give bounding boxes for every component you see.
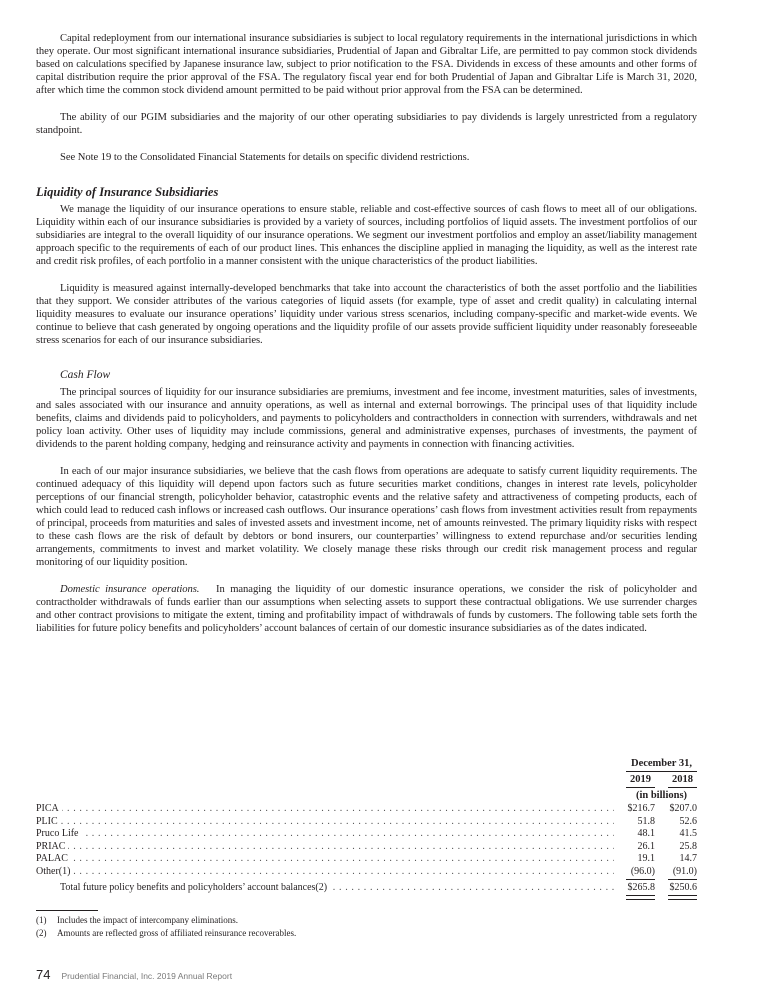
page-number: 74 bbox=[36, 967, 51, 982]
value-2019: 26.1 bbox=[637, 840, 655, 852]
row-label: PALAC bbox=[36, 853, 71, 864]
header-december: December 31, bbox=[626, 757, 697, 772]
liabilities-table bbox=[36, 757, 697, 895]
total-double-rule-2018 bbox=[668, 895, 697, 900]
paragraph-cash-flow-1: The principal sources of liquidity for our insurance subsidiaries are premiums, investment and fee income, investment maturities, sales of investments, and sales associated with our insurance and annuity operations, as well as internal and external borrowings. The principal uses of that liquidity include benefits, claims and dividends paid to policyholders, and payments to policyholders and contractholders in connection with surrenders, withdrawals and net policy loan activity. Other uses of liquidity may include commissions, general and administrative expenses, purchases of investments, the payment of dividends to the parent holding company, hedging and reinsurance activity and payments in connection with financing activities. bbox=[36, 387, 697, 450]
value-2018: 41.5 bbox=[679, 828, 697, 839]
footnotes bbox=[36, 914, 296, 939]
subtotal-rule-2018 bbox=[668, 879, 697, 880]
row-label: PLIC bbox=[36, 816, 61, 827]
paragraph-see-note: See Note 19 to the Consolidated Financial Statements for details on specific dividend restrictions. bbox=[60, 152, 470, 163]
table-header bbox=[36, 757, 697, 803]
footnote-2 bbox=[36, 927, 296, 940]
subsection-heading-cash-flow: Cash Flow bbox=[60, 369, 111, 381]
report-title: Prudential Financial, Inc. 2019 Annual Report bbox=[61, 971, 233, 981]
total-value-2019: $265.8 bbox=[627, 882, 655, 893]
row-label: PICA bbox=[36, 803, 62, 814]
page-body bbox=[36, 32, 697, 635]
footnote-text: Amounts are reflected gross of affiliated reinsurance recoverables. bbox=[57, 927, 297, 938]
paragraph-pgim-dividends: The ability of our PGIM subsidiaries and the majority of our other operating subsidiaries to pay dividends is largely unrestricted from a regulatory standpoint. bbox=[36, 112, 697, 136]
value-2019: 51.8 bbox=[637, 815, 655, 827]
row-label: PRIAC bbox=[36, 841, 68, 852]
table-row bbox=[36, 803, 697, 816]
paragraph-liquidity-1: We manage the liquidity of our insurance operations to ensure stable, reliable and cost-effective sources of cash flows to meet all of our obligations. Liquidity within each of our insurance subsidiaries is provided by a variety of sources, including portfolios of liquid assets. The investment portfolios of our subsidiaries are integral to the overall liquidity of our insurance operations. We segment our investment portfolios and employ an asset/liability management approach specific to the requirements of each of our product lines. This enhances the discipline applied in managing the liquidity, as well as the interest rate and credit risk profiles, of each portfolio in a manner consistent with the unique characteristics of the product liabilities. bbox=[36, 204, 697, 267]
header-year-2019: 2019 bbox=[626, 773, 655, 788]
paragraph-cash-flow-2: In each of our major insurance subsidiaries, we believe that the cash flows from operations are adequate to satisfy current liquidity requirements. The continued adequacy of this liquidity will depend upon factors such as future securities market conditions, changes in interest rate levels, policyholder perceptions of our financial strength, policyholder behavior, catastrophic events and the relative safety and attractiveness of competing products, each of which could lead to reduced cash inflows or increased cash outflows. Our insurance operations’ cash flows from investment activities result from repayments of principal, proceeds from maturities and sales of invested assets and investment income, net of amounts reinvested. The primary liquidity risks with respect to these cash flows are the risk of default by debtors or bond insurers, our counterparties’ willingness to extend repurchase and/or securities lending arrangements, commitments to invest and market volatility. We closely manage these risks through our credit risk management process and regular monitoring of our liquidity position. bbox=[36, 466, 697, 568]
table-row bbox=[36, 816, 697, 829]
row-label: Other(1) bbox=[36, 866, 73, 877]
table-row bbox=[36, 853, 697, 866]
section-heading-liquidity: Liquidity of Insurance Subsidiaries bbox=[36, 185, 219, 199]
value-2018: $207.0 bbox=[669, 803, 697, 814]
footnote-divider bbox=[36, 910, 98, 911]
value-2018: 25.8 bbox=[679, 840, 697, 852]
domestic-operations-text: In managing the liquidity of our domestic insurance operations, we consider the risk of policyholder and contractholder withdrawals of funds earlier than our assumptions when selecting assets to support these contractual obligations. We use surrender charges and other contract provisions to mitigate the extent, timing and profitability impact of withdrawals of funds by customers. The following table sets forth the liabilities for future policy benefits and policyholders’ account balances of certain of our domestic insurance subsidiaries as of the dates indicated. bbox=[36, 584, 698, 634]
value-2018: 52.6 bbox=[679, 815, 697, 827]
value-2019: 48.1 bbox=[637, 828, 655, 839]
subtotal-rule-2019 bbox=[626, 879, 655, 880]
table-row bbox=[36, 841, 697, 854]
page-footer bbox=[36, 966, 232, 982]
value-2019: $216.7 bbox=[627, 803, 655, 814]
footnote-number: (2) bbox=[36, 927, 47, 938]
value-2018: 14.7 bbox=[679, 853, 697, 864]
table-row-total bbox=[36, 882, 697, 895]
total-label: Total future policy benefits and policyholders’ account balances(2) bbox=[60, 882, 330, 893]
paragraph-liquidity-2: Liquidity is measured against internally-developed benchmarks that take into account the characteristics of both the asset portfolio and the liabilities that they support. We consider attributes of the various categories of liquid assets (for example, type of asset and credit quality) in calculating internal liquidity measures to evaluate our insurance operations’ liquidity under various stress scenarios, including company-specific and market-wide events. We continue to believe that cash generated by ongoing operations and the liquidity profile of our assets provide sufficient liquidity under reasonably foreseeable stress scenarios for each of our insurance subsidiaries. bbox=[36, 283, 697, 346]
header-year-2018: 2018 bbox=[668, 773, 697, 788]
paragraph-capital-redeployment: Capital redeployment from our international insurance subsidiaries is subject to local regulatory requirements in the international jurisdictions in which they operate. Our most significant international insurance subsidiaries, Prudential of Japan and Gibraltar Life, are permitted to pay common stock dividends based on calculations specified by Japanese insurance law, subject to prior notification to the FSA. Dividends in excess of these amounts and other forms of capital distribution require the prior approval of the FSA. The regulatory fiscal year end for both Prudential of Japan and Gibraltar Life is March 31, 2020, after which time the common stock dividend amount permitted to be paid without prior approval from the FSA can be determined. bbox=[36, 33, 697, 96]
header-units: (in billions) bbox=[635, 790, 688, 801]
value-2018: (91.0) bbox=[672, 865, 697, 877]
footnote-1 bbox=[36, 914, 296, 927]
total-double-rule-2019 bbox=[626, 895, 655, 900]
footnote-number: (1) bbox=[36, 915, 47, 925]
table-row bbox=[36, 828, 697, 841]
footnote-text: Includes the impact of intercompany eliminations. bbox=[57, 915, 238, 925]
row-label: Pruco Life bbox=[36, 828, 82, 839]
paragraph-domestic-operations bbox=[36, 583, 697, 635]
table-row bbox=[36, 866, 697, 879]
total-value-2018: $250.6 bbox=[669, 882, 697, 893]
domestic-operations-lead: Domestic insurance operations. bbox=[60, 584, 200, 595]
value-2019: (96.0) bbox=[630, 865, 655, 877]
value-2019: 19.1 bbox=[637, 853, 655, 864]
